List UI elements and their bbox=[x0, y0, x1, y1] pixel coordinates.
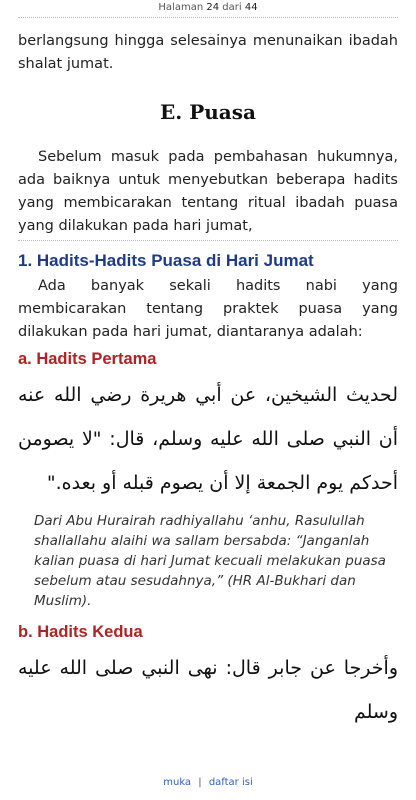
subsection-intro: Ada banyak sekali hadits nabi yang membicarakan tentang praktek puasa yang dilakukan pada hari jumat, diantaranya adalah: bbox=[18, 278, 398, 340]
page-label: Halaman bbox=[158, 2, 204, 13]
section-intro: Sebelum masuk pada pembahasan hukumnya, ada baiknya untuk menyebutkan beberapa hadits yang membicarakan tentang ritual ibadah puasa yang dilakukan pada hari jumat, bbox=[18, 149, 398, 234]
hadith-a-title: a. Hadits Pertama bbox=[18, 350, 157, 368]
paragraph-divider bbox=[18, 240, 398, 241]
page-footer bbox=[0, 777, 416, 788]
page-content bbox=[18, 30, 398, 734]
current-page-number: 24 bbox=[206, 2, 220, 13]
hadith-a-translation: Dari Abu Hurairah radhiyallahu ‘anhu, Rasulullah shallallahu alaihi wa sallam bersabda: “Janganlah kalian puasa di hari Jumat kecuali melakukan puasa sebelum atau sesudahnya,” (HR Al-Bukhari dan Muslim). bbox=[34, 513, 386, 609]
intro-continuation: berlangsung hingga selesainya menunaikan ibadah shalat jumat. bbox=[18, 33, 398, 72]
toc-link[interactable]: daftar isi bbox=[208, 777, 253, 788]
total-pages-number: 44 bbox=[244, 2, 258, 13]
header-divider bbox=[18, 17, 398, 18]
section-title: E. Puasa bbox=[160, 100, 256, 124]
footer-separator: | bbox=[198, 777, 202, 788]
hadith-a-arabic: لحديث الشيخين، عن أبي هريرة رضي الله عنه أن النبي صلى الله عليه وسلم، قال: "لا يصومن أحدكم يوم الجمعة إلا أن يصوم قبله أو بعده." bbox=[18, 384, 398, 494]
page-header bbox=[0, 0, 416, 13]
page-of-label: dari bbox=[222, 2, 242, 13]
home-link[interactable]: muka bbox=[163, 777, 192, 788]
subsection-title: 1. Hadits-Hadits Puasa di Hari Jumat bbox=[18, 251, 314, 270]
hadith-b-arabic: وأخرجا عن جابر قال: نهى النبي صلى الله عليه وسلم bbox=[18, 657, 398, 723]
hadith-b-title: b. Hadits Kedua bbox=[18, 623, 143, 641]
